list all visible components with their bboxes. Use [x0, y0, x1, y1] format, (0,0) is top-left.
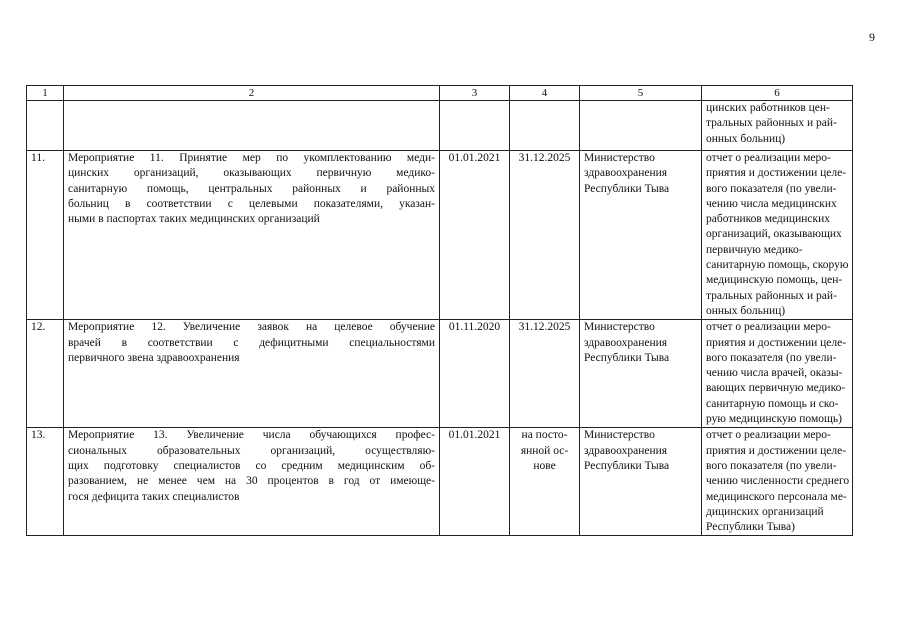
event-line: первичного звена здравоохранения [68, 351, 240, 364]
result-line: отчет о реализации меро- [706, 321, 831, 334]
column-header-1: 1 [27, 86, 64, 101]
event-line: Мероприятие 11. Принятие мер по укомплектованию меди- [68, 152, 435, 164]
event-line: сиональных образовательных организаций, осуществляю- [68, 444, 435, 457]
result-line: тральных районных и рай- [706, 289, 837, 302]
event-description [64, 428, 440, 536]
result-line: приятия и достижении целе- [706, 444, 847, 457]
row-number: 11. [27, 151, 64, 320]
continuation-num-cell [27, 101, 64, 151]
column-header-5: 5 [580, 86, 702, 101]
result-line: медицинскую помощь, цен- [706, 274, 843, 287]
result-line: медицинского персонала ме- [706, 490, 847, 503]
row-number: 12. [27, 320, 64, 428]
continuation-result-line: тральных районных и рай- [706, 117, 837, 130]
start-date: 01.11.2020 [440, 320, 510, 428]
result-line: работников медицинских [706, 213, 830, 226]
continuation-end-cell [510, 101, 580, 151]
end-date-line: нове [533, 459, 556, 472]
executor-line: Республики Тыва [584, 459, 670, 472]
executor-line: Республики Тыва [584, 351, 670, 364]
table-row [27, 151, 853, 320]
continuation-result-cell [702, 101, 853, 151]
end-date [510, 428, 580, 536]
event-line: гося дефицита таких специалистов [68, 490, 240, 503]
executor-line: Министерство [584, 429, 655, 442]
result-line: Республики Тыва) [706, 521, 795, 534]
end-date [510, 151, 580, 320]
event-line: Мероприятие 13. Увеличение числа обучающихся профес- [68, 429, 435, 442]
result-line: отчет о реализации меро- [706, 152, 831, 164]
continuation-executor-cell [580, 101, 702, 151]
result-line: вающих первичную медико- [706, 382, 846, 395]
column-header-6: 6 [702, 86, 853, 101]
executor [580, 320, 702, 428]
executor [580, 151, 702, 320]
result-line: санитарную помощь и ско- [706, 397, 839, 410]
result-line: санитарную помощь, скорую [706, 259, 849, 272]
result-line: вого показателя (по увели- [706, 182, 837, 195]
executor [580, 428, 702, 536]
event-line: больниц в соответствии с целевыми показателями, указан- [68, 197, 435, 210]
table-row [27, 428, 853, 536]
event-line: щих подготовку специалистов со средним медицинским об- [68, 459, 435, 472]
executor-line: здравоохранения [584, 444, 668, 457]
result-description [702, 320, 853, 428]
result-line: чению численности среднего [706, 475, 850, 488]
result-line: организаций, оказывающих [706, 228, 842, 241]
event-line: врачей в соответствии с дефицитными специальностями [68, 336, 435, 349]
result-line: приятия и достижении целе- [706, 167, 847, 180]
result-description [702, 428, 853, 536]
result-line: вого показателя (по увели- [706, 351, 837, 364]
end-date-line: 31.12.2025 [518, 152, 571, 164]
continuation-event-cell [64, 101, 440, 151]
end-date [510, 320, 580, 428]
executor-line: здравоохранения [584, 336, 668, 349]
row-number: 13. [27, 428, 64, 536]
result-description [702, 151, 853, 320]
end-date-line: на посто- [521, 429, 568, 442]
start-date: 01.01.2021 [440, 151, 510, 320]
column-header-4: 4 [510, 86, 580, 101]
event-line: разованием, не менее чем на 30 процентов в год от имеюще- [68, 475, 435, 488]
executor-line: Министерство [584, 321, 655, 334]
column-header-2: 2 [64, 86, 440, 101]
result-line: рую медицинскую помощь) [706, 413, 842, 426]
executor-line: здравоохранения [584, 167, 668, 180]
event-line: санитарную помощь, центральных районных и районных [68, 182, 435, 195]
end-date-line: янной ос- [520, 444, 569, 457]
result-line: дицинских организаций [706, 505, 824, 518]
continuation-row [27, 101, 853, 151]
result-line: отчет о реализации меро- [706, 429, 831, 442]
result-line: приятия и достижении целе- [706, 336, 847, 349]
column-header-3: 3 [440, 86, 510, 101]
result-line: вого показателя (по увели- [706, 459, 837, 472]
end-date-line: 31.12.2025 [518, 321, 571, 334]
executor-line: Министерство [584, 152, 655, 164]
page-number: 9 [869, 30, 875, 44]
event-description [64, 320, 440, 428]
executor-line: Республики Тыва [584, 182, 670, 195]
event-line: ными в паспортах таких медицинских организаций [68, 213, 320, 226]
result-line: чению числа врачей, оказы- [706, 367, 843, 380]
event-line: Мероприятие 12. Увеличение заявок на целевое обучение [68, 321, 435, 334]
table-header-row [27, 86, 853, 101]
result-line: первичную медико- [706, 243, 803, 256]
continuation-start-cell [440, 101, 510, 151]
event-description [64, 151, 440, 320]
result-line: онных больниц) [706, 304, 786, 317]
continuation-result-line: онных больниц) [706, 132, 786, 145]
continuation-result-line: цинских работников цен- [706, 102, 830, 114]
activities-table [26, 85, 853, 536]
table-row [27, 320, 853, 428]
event-line: цинских организаций, оказывающих первичную медико- [68, 167, 435, 180]
start-date: 01.01.2021 [440, 428, 510, 536]
result-line: чению числа медицинских [706, 197, 837, 210]
